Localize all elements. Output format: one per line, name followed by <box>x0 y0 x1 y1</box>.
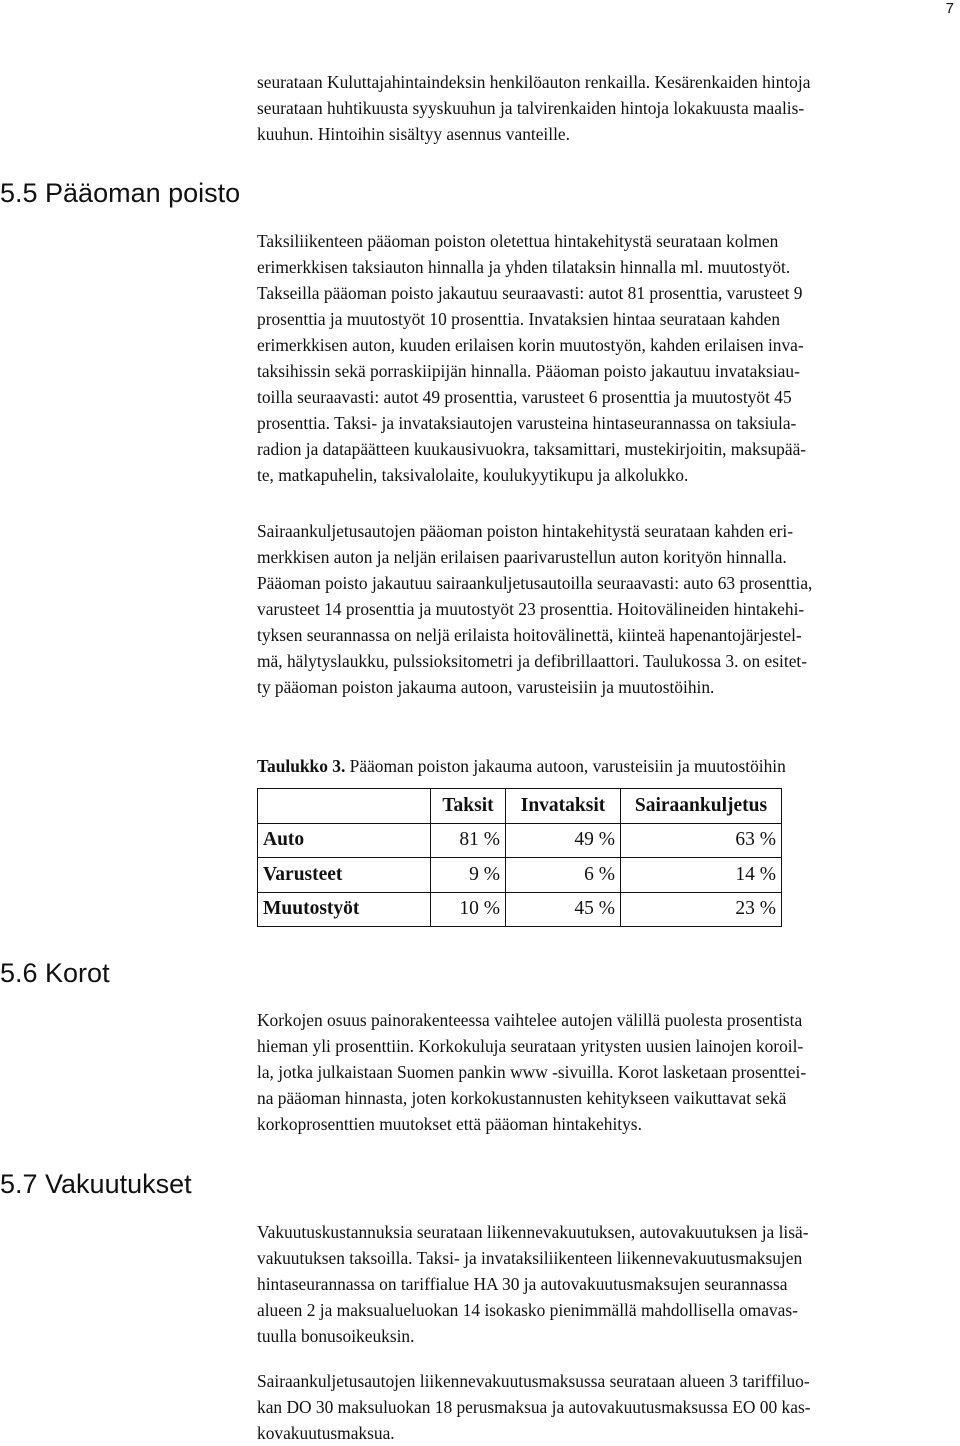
text-line: kan DO 30 maksuluokan 18 perusmaksua ja autovakuutusmaksussa EO 00 kas- <box>257 1397 811 1417</box>
row-label: Muutostyöt <box>258 892 431 927</box>
text-line: merkkisen auton ja neljän erilaisen paarivarustellun auton korityön hinnalla. <box>257 547 787 567</box>
section-heading-vakuutukset: 5.7 Vakuutukset <box>0 1169 192 1199</box>
vakuutukset-paragraph-1 <box>257 1219 955 1349</box>
column-header: Taksit <box>431 789 506 824</box>
table-header-row <box>258 789 782 824</box>
text-line: seurataan huhtikuusta syyskuuhun ja talvirenkaiden hintoja lokakuusta maalis- <box>257 98 805 118</box>
vakuutukset-paragraph-2 <box>257 1368 955 1446</box>
text-line: tuulla bonusoikeuksin. <box>257 1326 415 1346</box>
text-line: erimerkkisen auton, kuuden erilaisen korin muutostyön, kahden erilaisen inva- <box>257 335 804 355</box>
page-number: 7 <box>945 0 954 17</box>
table-caption-text: Pääoman poiston jakauma autoon, varusteisiin ja muutostöihin <box>349 756 786 776</box>
table-row <box>258 858 782 893</box>
row-label: Auto <box>258 823 431 858</box>
text-line: hieman yli prosenttiin. Korkokuluja seurataan yritysten uusien lainojen koroil- <box>257 1036 804 1056</box>
table-cell: 10 % <box>431 892 506 927</box>
intro-paragraph <box>257 69 955 147</box>
text-line: Taksiliikenteen pääoman poiston oletettua hintakehitystä seurataan kolmen <box>257 231 779 251</box>
table-cell: 49 % <box>506 823 621 858</box>
table-row <box>258 823 782 858</box>
text-line: ty pääoman poiston jakauma autoon, varusteisiin ja muutostöihin. <box>257 677 715 697</box>
text-line: prosenttia ja muutostyöt 10 prosenttia. Invataksien hintaa seurataan kahden <box>257 309 781 329</box>
text-line: erimerkkisen taksiauton hinnalla ja yhden tilataksin hinnalla ml. muutostyöt. <box>257 257 791 277</box>
text-line: prosenttia. Taksi- ja invataksiautojen varusteina hintaseurannassa on taksiula- <box>257 413 797 433</box>
table-corner-cell <box>258 789 431 824</box>
table-caption-label: Taulukko 3. <box>257 756 346 776</box>
table-caption <box>257 756 786 777</box>
text-line: Korkojen osuus painorakenteessa vaihtelee autojen välillä puolesta prosentista <box>257 1010 803 1030</box>
table-cell: 81 % <box>431 823 506 858</box>
text-line: te, matkapuhelin, taksivalolaite, koulukyytikupu ja alkolukko. <box>257 465 689 485</box>
text-line: Sairaankuljetusautojen liikennevakuutusmaksussa seurataan alueen 3 tariffiluo- <box>257 1371 810 1391</box>
paaoman-poisto-paragraph-1 <box>257 228 955 488</box>
text-line: kuuhun. Hintoihin sisältyy asennus vanteille. <box>257 124 570 144</box>
table-cell: 14 % <box>621 858 782 893</box>
table-cell: 45 % <box>506 892 621 927</box>
text-line: vakuutuksen taksoilla. Taksi- ja invataksiliikenteen liikennevakuutusmaksujen <box>257 1248 803 1268</box>
text-line: seurataan Kuluttajahintaindeksin henkilöauton renkailla. Kesärenkaiden hintoja <box>257 72 811 92</box>
text-line: korkoprosenttien muutokset että pääoman hintakehitys. <box>257 1114 642 1134</box>
row-label: Varusteet <box>258 858 431 893</box>
table-cell: 6 % <box>506 858 621 893</box>
text-line: Vakuutuskustannuksia seurataan liikennevakuutuksen, autovakuutuksen ja lisä- <box>257 1222 809 1242</box>
text-line: radion ja datapäätteen kuukausivuokra, taksamittari, mustekirjoitin, maksupää- <box>257 439 807 459</box>
text-line: tyksen seurannassa on neljä erilaista hoitovälinettä, kiinteä hapenantojärjestel- <box>257 625 802 645</box>
text-line: hintaseurannassa on tariffialue HA 30 ja autovakuutusmaksujen seurannassa <box>257 1274 788 1294</box>
capital-depreciation-table <box>257 788 782 927</box>
text-line: Takseilla pääoman poisto jakautuu seuraavasti: autot 81 prosenttia, varusteet 9 <box>257 283 803 303</box>
text-line: varusteet 14 prosenttia ja muutostyöt 23 prosenttia. Hoitovälineiden hintakehi- <box>257 599 805 619</box>
table-cell: 23 % <box>621 892 782 927</box>
column-header: Invataksit <box>506 789 621 824</box>
text-line: taksihissin sekä porraskiipijän hinnalla. Pääoman poisto jakautuu invataksiau- <box>257 361 800 381</box>
text-line: toilla seuraavasti: autot 49 prosenttia, varusteet 6 prosenttia ja muutostyöt 45 <box>257 387 792 407</box>
paaoman-poisto-paragraph-2 <box>257 518 955 700</box>
table-cell: 63 % <box>621 823 782 858</box>
column-header: Sairaankuljetus <box>621 789 782 824</box>
text-line: na pääoman hinnasta, joten korkokustannusten kehitykseen vaikuttavat sekä <box>257 1088 787 1108</box>
text-line: alueen 2 ja maksualueluokan 14 isokasko pienimmällä mahdollisella omavas- <box>257 1300 798 1320</box>
text-line: mä, hälytyslaukku, pulssioksitometri ja defibrillaattori. Taulukossa 3. on esitet- <box>257 651 808 671</box>
korot-paragraph <box>257 1007 955 1137</box>
text-line: la, jotka julkaistaan Suomen pankin www -sivuilla. Korot lasketaan prosenttei- <box>257 1062 807 1082</box>
table-row <box>258 892 782 927</box>
section-heading-paaoman-poisto: 5.5 Pääoman poisto <box>0 178 241 208</box>
text-line: kovakuutusmaksua. <box>257 1423 395 1443</box>
section-heading-korot: 5.6 Korot <box>0 958 110 988</box>
text-line: Pääoman poisto jakautuu sairaankuljetusautoilla seuraavasti: auto 63 prosenttia, <box>257 573 813 593</box>
text-line: Sairaankuljetusautojen pääoman poiston hintakehitystä seurataan kahden eri- <box>257 521 794 541</box>
table-cell: 9 % <box>431 858 506 893</box>
